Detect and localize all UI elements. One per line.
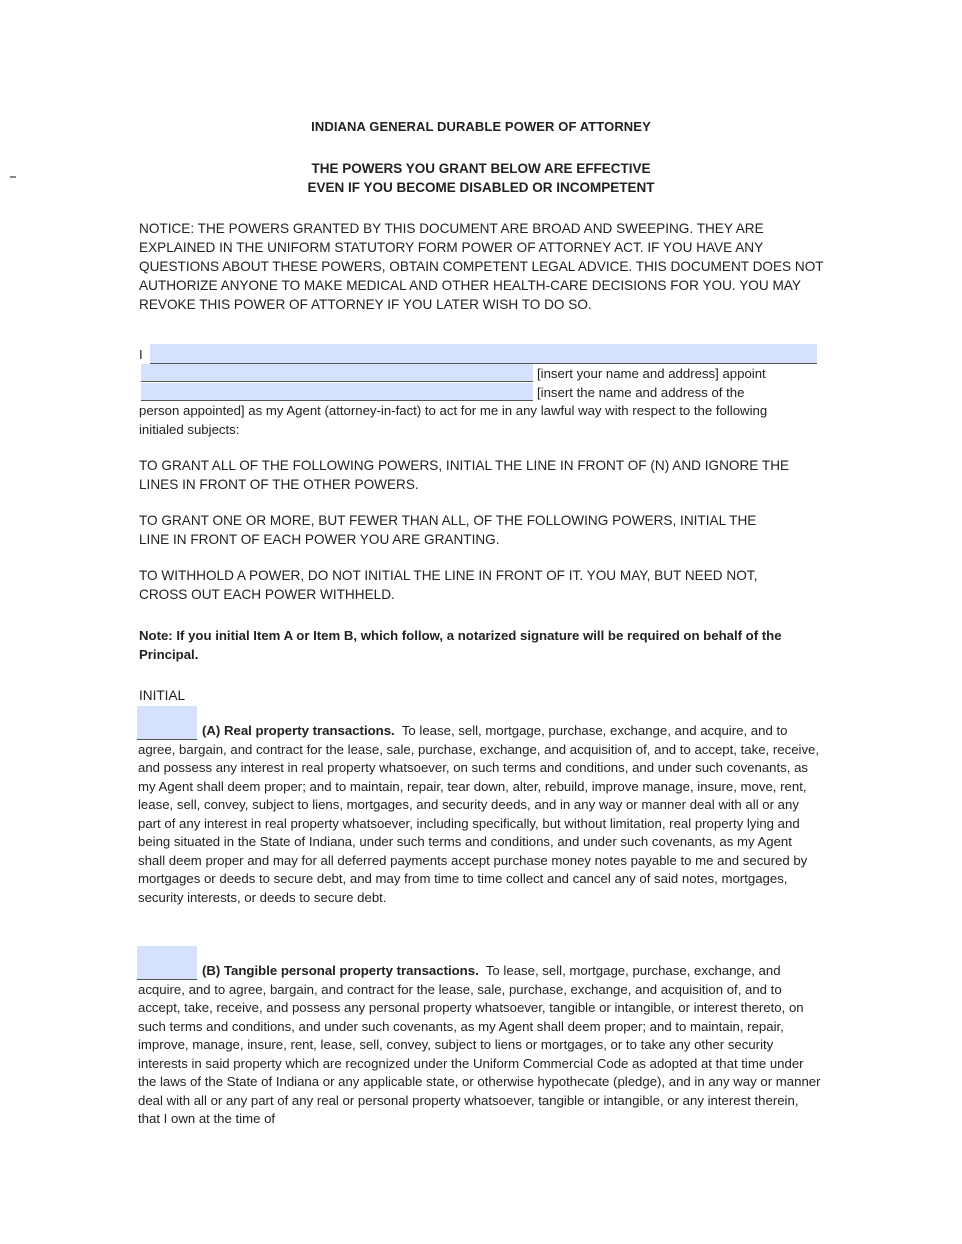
instruction-grant-all: TO GRANT ALL OF THE FOLLOWING POWERS, INITIAL THE LINE IN FRONT OF (N) AND IGNORE THE LINES IN FRONT OF THE OTHER POWERS. <box>139 458 790 492</box>
principal-address-field[interactable] <box>141 364 533 382</box>
instruction-withhold: TO WITHHOLD A POWER, DO NOT INITIAL THE LINE IN FRONT OF IT. YOU MAY, BUT NEED NOT, CROSS OUT EACH POWER WITHHELD. <box>139 568 758 602</box>
item-a-body: To lease, sell, mortgage, purchase, exchange, and acquire, and to agree, bargain, and contract for the lease, sale, purchase, exchange, and acquisition of, and to accept, take, receive, and possess any interest in real property whatsoever, on such terms and conditions, and under such covenants, as my Agent shall deem proper; and to maintain, repair, tear down, alter, rebuild, improve manage, insure, move, rent, lease, sell, convey, subject to liens, mortgages, and security deeds, and in any way or manner deal with all or any part of any interest in real property whatsoever, including specifically, but without limitation, real property lying and being situated in the State of Indiana, under such terms and conditions, and under such covenants, as my Agent shall deem proper and may for all deferred payments accept purchase money notes payable to me and secured by mortgages or deeds to secure debt, and may from time to time collect and cancel any of said notes, mortgages, security interests, or deeds to secure debt. <box>138 723 820 905</box>
notarization-note: Note: If you initial Item A or Item B, which follow, a notarized signature will be required on behalf of the Principal. <box>139 628 782 662</box>
initial-label: INITIAL <box>139 688 186 703</box>
item-b-heading: (B) Tangible personal property transactions. <box>202 963 479 978</box>
instruction-grant-some: TO GRANT ONE OR MORE, BUT FEWER THAN ALL, OF THE FOLLOWING POWERS, INITIAL THE LINE IN FRONT OF EACH POWER YOU ARE GRANTING. <box>139 513 757 547</box>
item-b-paragraph <box>138 962 822 1129</box>
appointment-prefix: I <box>139 347 143 362</box>
principal-name-field[interactable] <box>150 344 817 364</box>
item-a-heading: (A) Real property transactions. <box>202 723 395 738</box>
document-subtitle <box>0 159 962 197</box>
name-address-label: [insert your name and address] appoint <box>537 366 766 381</box>
notice-paragraph: NOTICE: THE POWERS GRANTED BY THIS DOCUMENT ARE BROAD AND SWEEPING. THEY ARE EXPLAINED IN THE UNIFORM STATUTORY FORM POWER OF ATTORNEY ACT. IF YOU HAVE ANY QUESTIONS ABOUT THESE POWERS, OBTAIN COMPETENT LEGAL ADVICE. THIS DOCUMENT DOES NOT AUTHORIZE ANYONE TO MAKE MEDICAL AND OTHER HEALTH-CARE DECISIONS FOR YOU. YOU MAY REVOKE THIS POWER OF ATTORNEY IF YOU LATER WISH TO DO SO. <box>139 221 824 312</box>
subtitle-line-2: EVEN IF YOU BECOME DISABLED OR INCOMPETENT <box>307 180 655 195</box>
subtitle-line-1: THE POWERS YOU GRANT BELOW ARE EFFECTIVE <box>311 161 651 176</box>
agent-name-field[interactable] <box>141 383 533 401</box>
agent-address-label: [insert the name and address of the <box>537 385 745 400</box>
document-title: INDIANA GENERAL DURABLE POWER OF ATTORNEY <box>311 119 651 134</box>
item-b-body: To lease, sell, mortgage, purchase, exchange, and acquire, and to agree, bargain, and contract for the lease, sale, purchase, exchange, and acquisition of, and to accept, take, receive, and possess any personal property whatsoever, tangible or intangible, or interest thereto, on such terms and conditions, and under such covenants, as my Agent shall deem proper; and to maintain, repair, improve, manage, insure, rent, lease, sell, convey, subject to liens or mortgages, or to take any other security interests in said property which are recognized under the Uniform Commercial Code as adopted at that time under the laws of the State of Indiana or any applicable state, or otherwise hypothecate (pledge), and in any way or manner deal with all or any part of any real or personal property whatsoever, tangible or intangible, or any interest therein, that I own at the time of <box>138 963 821 1126</box>
item-a-paragraph <box>138 722 822 907</box>
appointment-continuation: person appointed] as my Agent (attorney-in-fact) to act for me in any lawful way with respect to the following initialed subjects: <box>139 403 768 437</box>
